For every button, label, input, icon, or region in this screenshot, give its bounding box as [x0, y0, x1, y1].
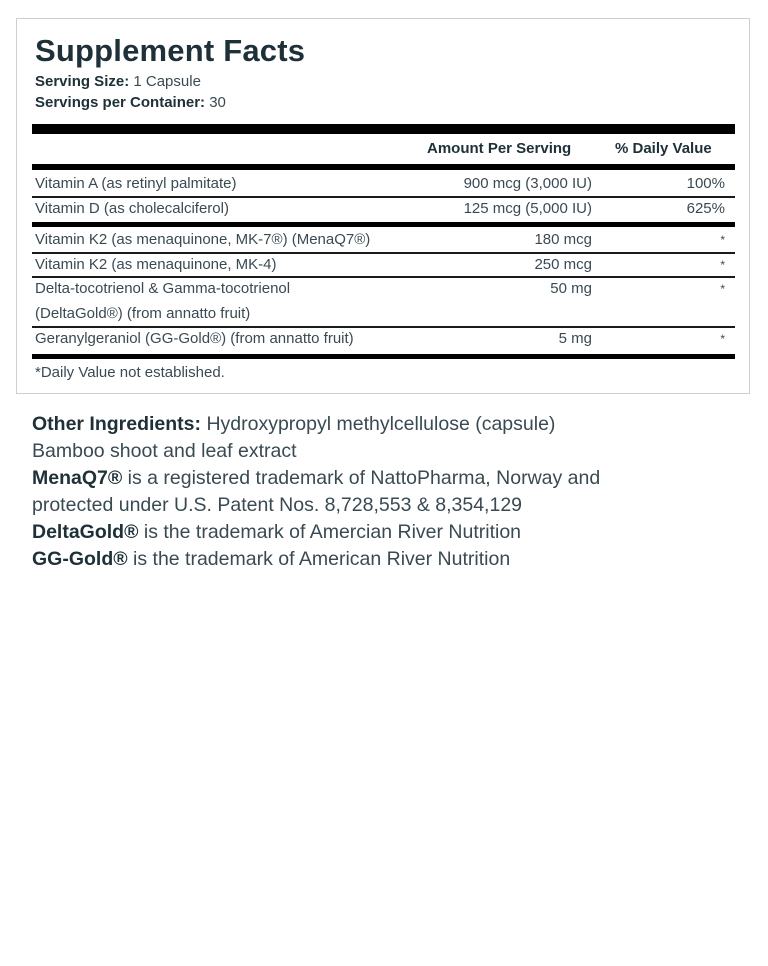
amount-header: Amount Per Serving	[427, 140, 572, 157]
nutrient-dv: 625%	[686, 200, 725, 217]
other-line-text: Hydroxypropyl methylcellulose (capsule)	[201, 413, 556, 435]
other-line-text: protected under U.S. Patent Nos. 8,728,553 & 8,354,129	[32, 494, 523, 516]
serving-size	[35, 73, 201, 90]
nutrient-dv: *	[720, 282, 725, 296]
other-line	[32, 438, 752, 465]
other-line-text: Bamboo shoot and leaf extract	[32, 440, 297, 462]
servings-label: Servings per Container:	[35, 94, 206, 111]
nutrient-amount: 180 mcg	[534, 231, 592, 248]
nutrient-dv: *	[720, 258, 725, 272]
serving-size-label: Serving Size:	[35, 73, 130, 90]
nutrient-name: Geranylgeraniol (GG-Gold®) (from annatto fruit)	[35, 330, 354, 347]
nutrient-amount: 250 mcg	[534, 256, 592, 273]
other-line-bold: GG-Gold®	[32, 548, 128, 570]
header-rule	[32, 164, 735, 170]
other-line-bold: Other Ingredients:	[32, 413, 202, 435]
nutrient-dv: 100%	[686, 175, 725, 192]
panel-title: Supplement Facts	[35, 33, 306, 68]
nutrient-name: Delta-tocotrienol & Gamma-tocotrienol	[35, 280, 291, 297]
nutrient-name: Vitamin K2 (as menaquinone, MK-4)	[35, 256, 277, 273]
daily-value-header: % Daily Value	[615, 140, 712, 157]
other-line-text: is the trademark of Amercian River Nutrition	[138, 521, 522, 543]
nutrient-amount: 125 mcg (5,000 IU)	[463, 200, 592, 217]
servings-value: 30	[205, 94, 226, 111]
serving-size-value: 1 Capsule	[129, 73, 201, 90]
footnote: *Daily Value not established.	[35, 364, 225, 381]
other-line	[32, 411, 752, 438]
other-line	[32, 519, 752, 546]
supplement-facts-panel	[16, 18, 750, 394]
other-line	[32, 492, 752, 519]
nutrient-name: Vitamin K2 (as menaquinone, MK-7®) (MenaQ7®)	[35, 231, 371, 248]
other-line-text: is a registered trademark of NattoPharma, Norway and	[122, 467, 601, 489]
nutrient-amount: 50 mg	[550, 280, 592, 297]
nutrient-name: Vitamin D (as cholecalciferol)	[35, 200, 229, 217]
other-line-text: is the trademark of American River Nutrition	[127, 548, 511, 570]
other-line-bold: DeltaGold®	[32, 521, 139, 543]
bottom-rule	[32, 354, 735, 359]
other-line-bold: MenaQ7®	[32, 467, 123, 489]
other-ingredients	[32, 411, 752, 573]
other-line	[32, 546, 752, 573]
nutrient-dv: *	[720, 332, 725, 346]
top-rule	[32, 124, 735, 134]
nutrient-amount: 900 mcg (3,000 IU)	[463, 175, 592, 192]
nutrient-name-line2: (DeltaGold®) (from annatto fruit)	[35, 305, 251, 322]
nutrient-dv: *	[720, 233, 725, 247]
servings-per-container	[35, 94, 226, 111]
other-line	[32, 465, 752, 492]
section-rule	[32, 222, 735, 227]
nutrient-name: Vitamin A (as retinyl palmitate)	[35, 175, 237, 192]
nutrient-amount: 5 mg	[558, 330, 592, 347]
